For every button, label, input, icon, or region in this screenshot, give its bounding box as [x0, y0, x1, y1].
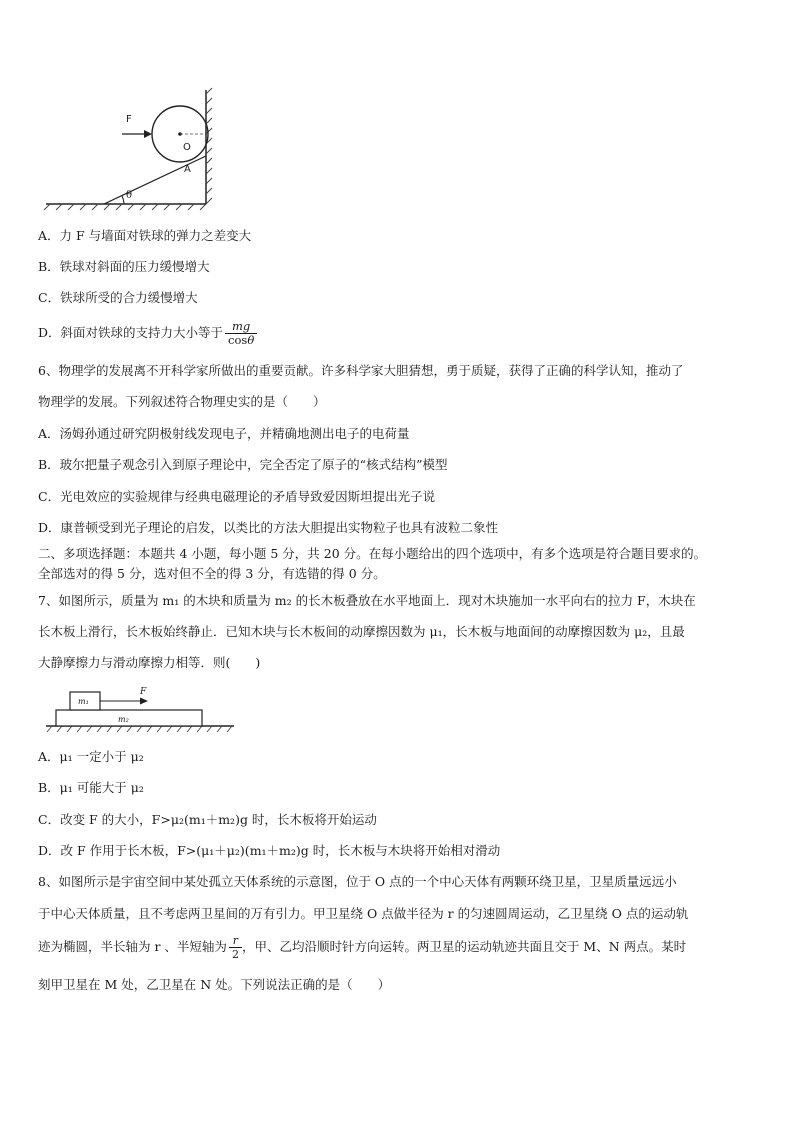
section2-line1: 二、多项选择题：本题共 4 小题，每小题 5 分，共 20 分。在每小题给出的四个选项中，有多个选项是符合题目要求的。 — [38, 546, 707, 561]
q8-stem-line3 — [38, 932, 686, 962]
q5-option-d — [38, 318, 257, 348]
figure-block-board — [44, 684, 240, 736]
q6-option-d: D．康普顿受到光子理论的启发，以类比的方法大胆提出实物粒子也具有波粒二象性 — [38, 520, 499, 535]
q8-stem-line3-b: ，甲、乙均沿顺时针方向运转。两卫星的运动轨迹共面且交于 M、N 两点。某时 — [241, 939, 687, 954]
q7-stem-line2: 长木板上滑行，长木板始终静止．已知木块与长木板间的动摩擦因数为 μ₁，长木板与地面间的动摩擦因数为 μ₂，且最 — [38, 624, 685, 639]
fraction-denominator: 2 — [231, 948, 239, 961]
q8-stem-line4: 刻甲卫星在 M 处，乙卫星在 N 处。下列说法正确的是（ ） — [38, 977, 391, 992]
q5-option-a: A．力 F 与墙面对铁球的弹力之差变大 — [38, 228, 252, 243]
q8-stem-line2: 于中心天体质量，且不考虑两卫星间的万有引力。甲卫星绕 O 点做半径为 r 的匀速圆周运动，乙卫星绕 O 点的运动轨 — [38, 906, 689, 921]
figure-ball-incline — [40, 86, 220, 214]
long-board — [56, 710, 202, 726]
board-label: m₂ — [118, 715, 129, 724]
fraction-denominator-cos: cos — [228, 333, 248, 347]
q6-option-a: A．汤姆孙通过研究阴极射线发现电子，并精确地测出电子的电荷量 — [38, 426, 410, 441]
q7-stem-line3: 大静摩擦力与滑动摩擦力相等．则( ) — [38, 655, 261, 670]
q5-option-b: B．铁球对斜面的压力缓慢增大 — [38, 259, 210, 274]
q7-option-c: C．改变 F 的大小，F>μ₂(m₁＋m₂)g 时，长木板将开始运动 — [38, 812, 377, 827]
q8-stem-line3-a: 迹为椭圆，半长轴为 r 、半短轴为 — [38, 939, 227, 954]
section2-line2: 全部选对的得 5 分，选对但不全的得 3 分，有选错的得 0 分。 — [38, 566, 386, 581]
force-label: F — [126, 114, 132, 125]
block-label: m₁ — [78, 697, 89, 706]
fraction-numerator: r — [229, 934, 242, 948]
q6-stem-line1: 6、物理学的发展离不开科学家所做出的重要贡献。许多科学家大胆猜想，勇于质疑，获得了正确的科学认知，推动了 — [38, 363, 684, 378]
q8-stem-line1: 8、如图所示是宇宙空间中某处孤立天体系统的示意图，位于 O 点的一个中心天体有两颗环绕卫星，卫星质量远远小 — [38, 874, 677, 889]
center-label: O — [183, 142, 191, 153]
q7-option-d: D．改 F 作用于长木板，F>(μ₁＋μ₂)(m₁＋m₂)g 时，长木板与木块将开始相对滑动 — [38, 843, 501, 858]
fraction-r-over-2 — [229, 934, 242, 961]
fraction-mg-cos — [225, 320, 257, 347]
q6-stem-line2: 物理学的发展。下列叙述符合物理史实的是（ ） — [38, 394, 326, 409]
q7-option-b: B．μ₁ 可能大于 μ₂ — [38, 780, 144, 795]
q5-option-c: C．铁球所受的合力缓慢增大 — [38, 290, 198, 305]
q7-stem-line1: 7、如图所示，质量为 m₁ 的木块和质量为 m₂ 的长木板叠放在水平地面上．现对木块施加一水平向右的拉力 F，木块在 — [38, 593, 696, 608]
q6-option-b: B．玻尔把量子观念引入到原子理论中，完全否定了原子的“核式结构”模型 — [38, 457, 448, 472]
fraction-denominator-theta: θ — [247, 333, 255, 347]
fraction-numerator: mg — [225, 320, 257, 334]
angle-label: θ — [126, 190, 133, 201]
q5-option-d-text: D．斜面对铁球的支持力大小等于 — [38, 325, 224, 340]
q6-option-c: C．光电效应的实验规律与经典电磁理论的矛盾导致爱因斯坦提出光子说 — [38, 489, 436, 504]
point-a-label: A — [184, 164, 191, 175]
q7-option-a: A．μ₁ 一定小于 μ₂ — [38, 749, 144, 764]
force-label: F — [140, 687, 147, 697]
